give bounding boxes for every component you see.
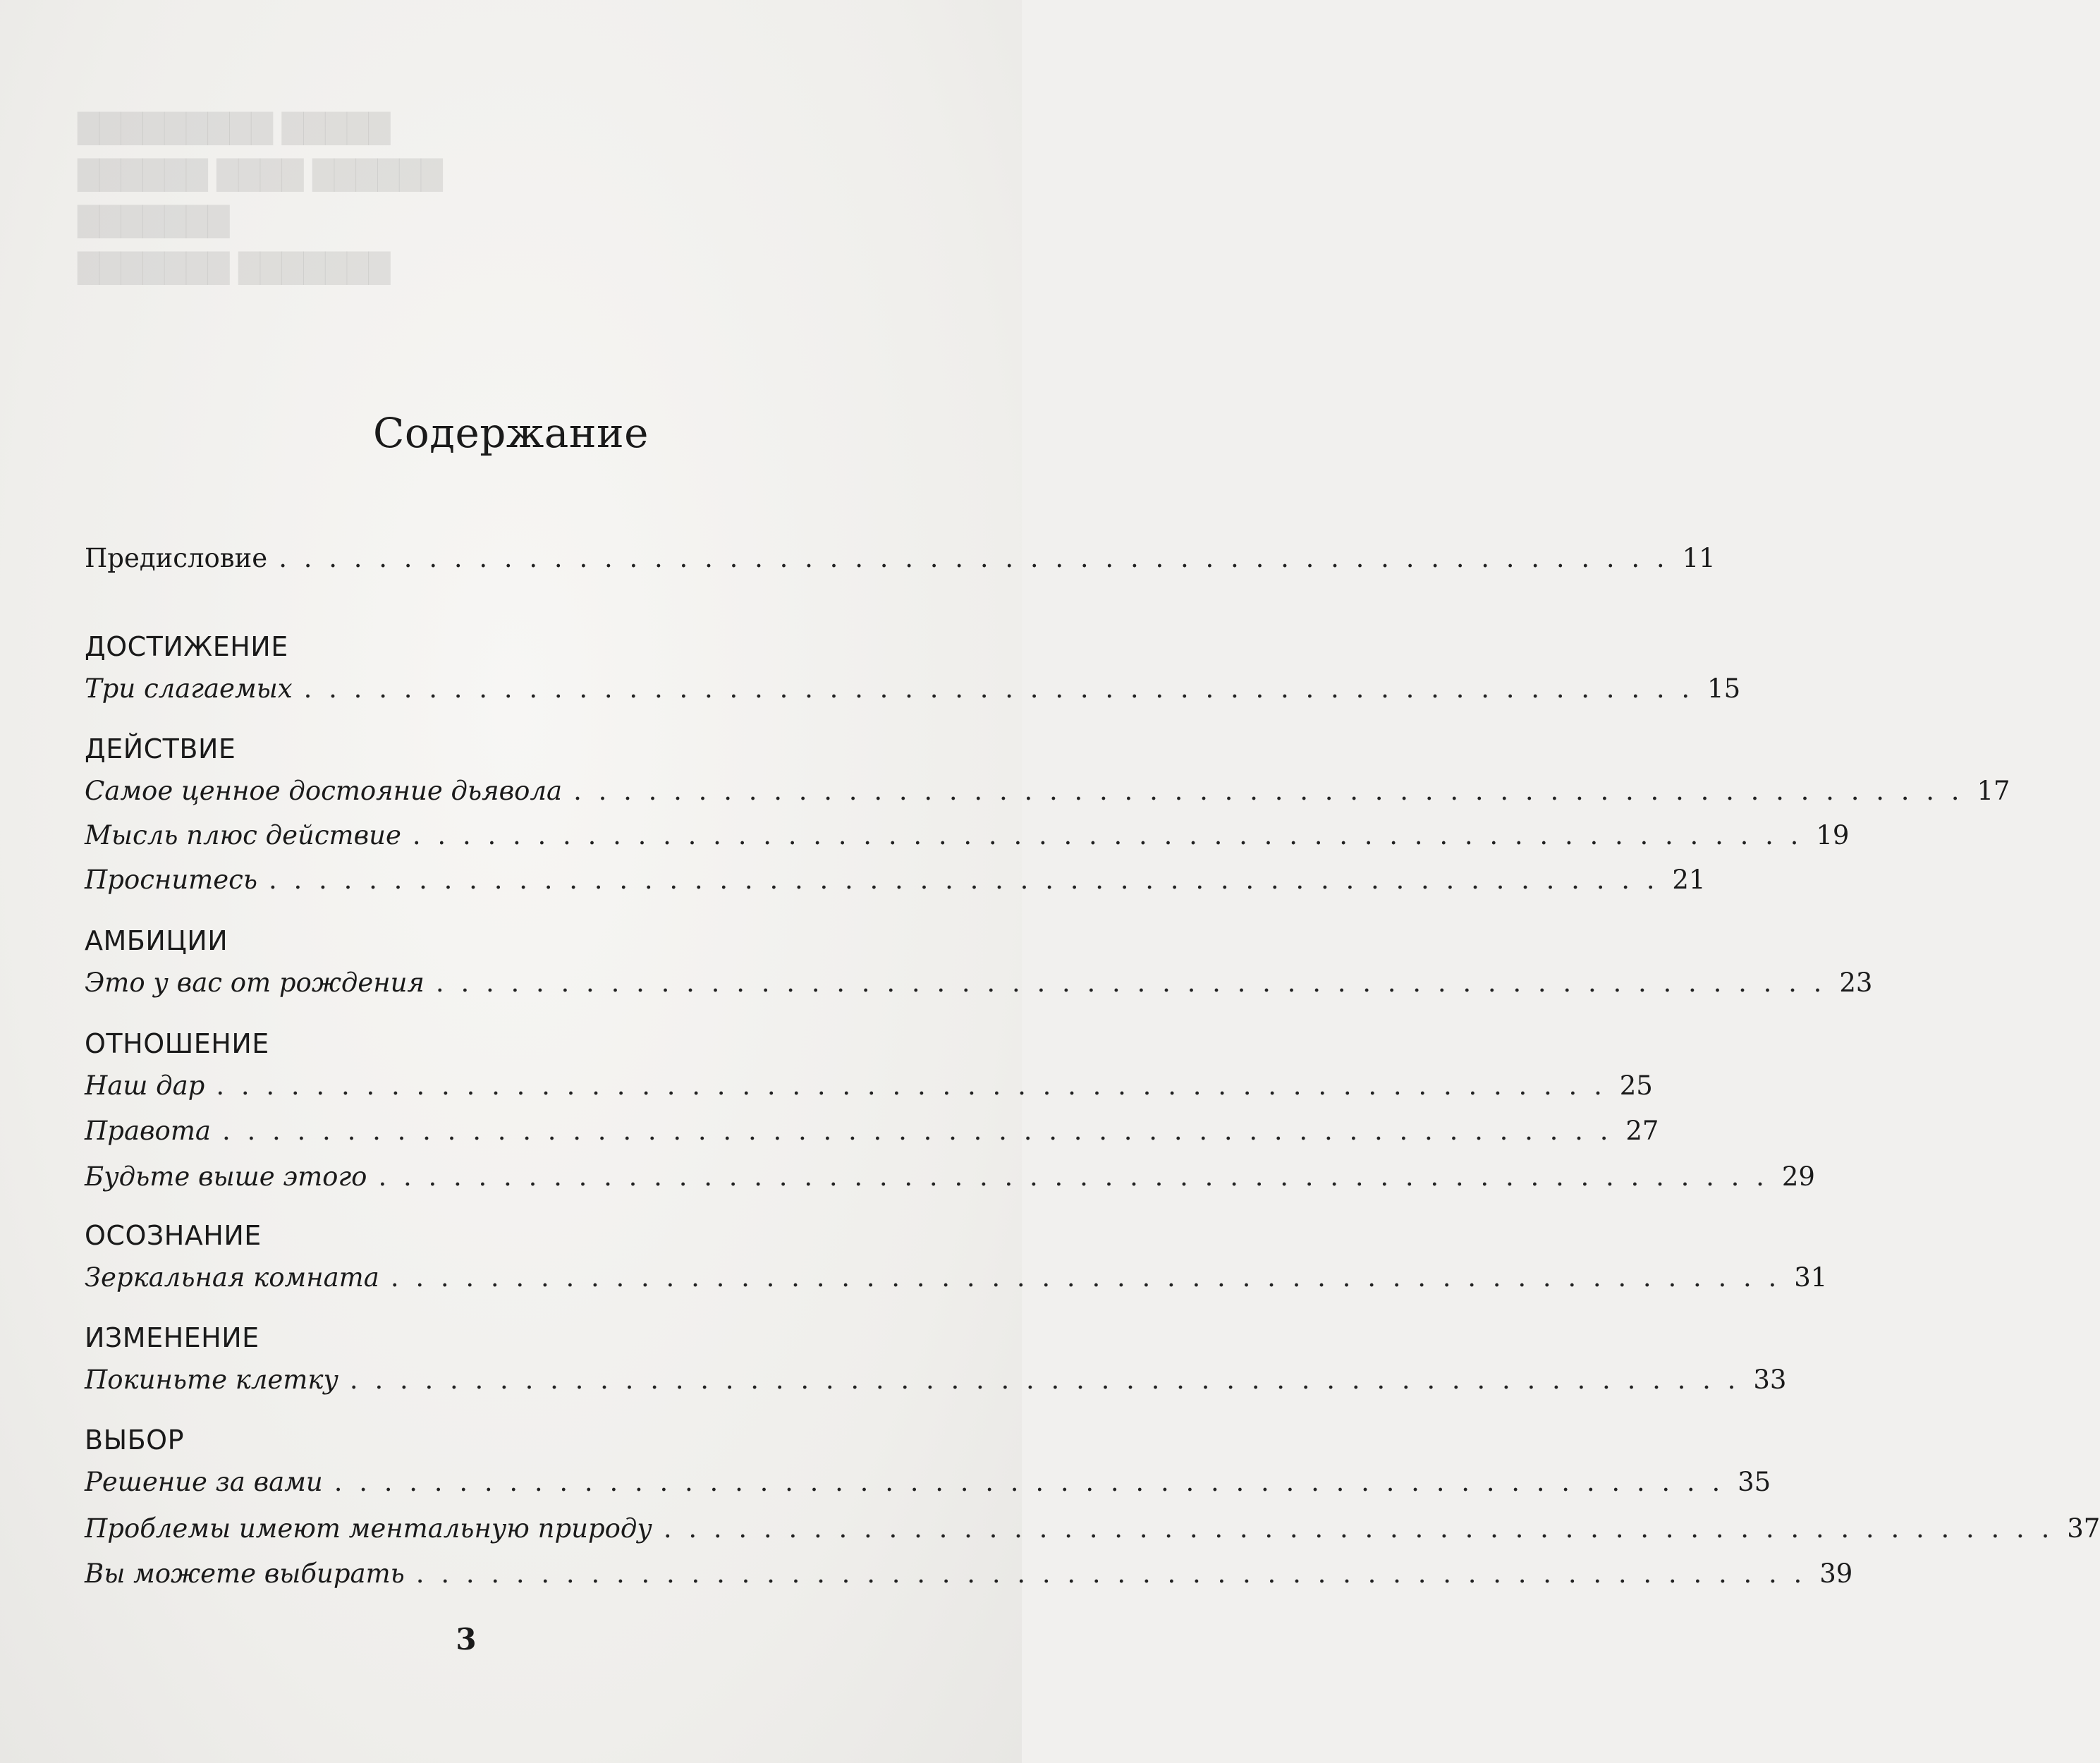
- leader-dots: . . . . . . . . . . . . . . . . . . . . . . . . . . . . . . . . . . . . . . . . . . . . . . . . . . . . . . . .: [378, 1161, 1769, 1192]
- toc-entry-page: 29: [1781, 1161, 1815, 1192]
- toc-entry-label: Правота: [85, 1116, 211, 1146]
- leader-dots: . . . . . . . . . . . . . . . . . . . . . . . . . . . . . . . . . . . . . . . . . . . . . . . . . . . . . . . .: [279, 543, 1669, 573]
- section-heading: АМБИЦИИ: [85, 925, 228, 956]
- toc-entry-label: Проснитесь: [85, 865, 257, 895]
- toc-entry-page: 11: [1682, 543, 1716, 573]
- toc-entry-page: 27: [1625, 1116, 1659, 1146]
- toc-entry-label: Предисловие: [85, 543, 268, 573]
- toc-entry-label: Покиньте клетку: [85, 1365, 338, 1395]
- toc-entry-page: 21: [1672, 865, 1706, 895]
- toc-entry-page: 31: [1794, 1262, 1828, 1293]
- leader-dots: . . . . . . . . . . . . . . . . . . . . . . . . . . . . . . . . . . . . . . . . . . . . . . . . . . . . . . . .: [303, 673, 1695, 704]
- toc-entry-label: Решение за вами: [85, 1467, 323, 1497]
- toc-entry[interactable]: [85, 1262, 1828, 1293]
- leader-dots: . . . . . . . . . . . . . . . . . . . . . . . . . . . . . . . . . . . . . . . . . . . . . . . . . . . . . . . .: [216, 1070, 1606, 1101]
- reverse-page-bleed-through: █████ █████████ ██████ ████ ██████ ███████ ███████ ███████: [78, 113, 443, 285]
- toc-entry-label: Зеркальная комната: [85, 1262, 379, 1293]
- toc-entry[interactable]: [85, 1161, 1815, 1192]
- toc-entry[interactable]: [85, 1365, 1787, 1395]
- toc-entry-label: Мысль плюс действие: [85, 820, 401, 850]
- toc-entry[interactable]: [85, 1513, 2100, 1544]
- toc-entry-page: 37: [2067, 1513, 2100, 1544]
- toc-entry[interactable]: [85, 820, 1850, 850]
- leader-dots: . . . . . . . . . . . . . . . . . . . . . . . . . . . . . . . . . . . . . . . . . . . . . . . . . . . . . . . .: [415, 1558, 1807, 1589]
- toc-entry[interactable]: [85, 1558, 1853, 1589]
- leader-dots: . . . . . . . . . . . . . . . . . . . . . . . . . . . . . . . . . . . . . . . . . . . . . . . . . . . . . . . .: [334, 1467, 1725, 1497]
- toc-entry[interactable]: [85, 776, 2010, 806]
- toc-entry-page: 19: [1816, 820, 1850, 850]
- leader-dots: . . . . . . . . . . . . . . . . . . . . . . . . . . . . . . . . . . . . . . . . . . . . . . . . . . . . . . . .: [349, 1365, 1740, 1395]
- toc-entry-label: Проблемы имеют ментальную природу: [85, 1513, 652, 1544]
- leader-dots: . . . . . . . . . . . . . . . . . . . . . . . . . . . . . . . . . . . . . . . . . . . . . . . . . . . . . . . .: [412, 820, 1803, 850]
- page-title: Содержание: [372, 409, 649, 457]
- leader-dots: . . . . . . . . . . . . . . . . . . . . . . . . . . . . . . . . . . . . . . . . . . . . . . . . . . . . . . . .: [573, 776, 1964, 806]
- toc-entry-label: Это у вас от рождения: [85, 968, 425, 998]
- toc-entry[interactable]: [85, 968, 1873, 998]
- toc-entry[interactable]: [85, 1116, 1659, 1146]
- toc-entry[interactable]: [85, 673, 1741, 704]
- section-heading: ДЕЙСТВИЕ: [85, 733, 236, 764]
- toc-entry-page: 15: [1707, 673, 1741, 704]
- section-heading: ОСОЗНАНИЕ: [85, 1220, 262, 1251]
- section-heading: ВЫБОР: [85, 1425, 184, 1456]
- page-number: 3: [456, 1622, 477, 1657]
- toc-entry-preface[interactable]: [85, 543, 1716, 573]
- toc-entry-page: 23: [1839, 968, 1873, 998]
- leader-dots: . . . . . . . . . . . . . . . . . . . . . . . . . . . . . . . . . . . . . . . . . . . . . . . . . . . . . . . .: [435, 968, 1826, 998]
- toc-entry-page: 39: [1819, 1558, 1853, 1589]
- section-heading: ОТНОШЕНИЕ: [85, 1028, 269, 1059]
- toc-entry-label: Будьте выше этого: [85, 1161, 367, 1192]
- toc-entry-page: 35: [1738, 1467, 1771, 1497]
- toc-entry[interactable]: [85, 1467, 1771, 1497]
- leader-dots: . . . . . . . . . . . . . . . . . . . . . . . . . . . . . . . . . . . . . . . . . . . . . . . . . . . . . . . .: [390, 1262, 1781, 1293]
- toc-entry-page: 33: [1753, 1365, 1787, 1395]
- toc-entry[interactable]: [85, 1070, 1653, 1101]
- section-heading: ИЗМЕНЕНИЕ: [85, 1322, 260, 1353]
- toc-entry[interactable]: [85, 865, 1706, 895]
- leader-dots: . . . . . . . . . . . . . . . . . . . . . . . . . . . . . . . . . . . . . . . . . . . . . . . . . . . . . . . .: [269, 865, 1659, 895]
- toc-entry-page: 25: [1619, 1070, 1653, 1101]
- toc-entry-page: 17: [1977, 776, 2010, 806]
- section-heading: ДОСТИЖЕНИЕ: [85, 631, 288, 662]
- toc-entry-label: Самое ценное достояние дьявола: [85, 776, 563, 806]
- leader-dots: . . . . . . . . . . . . . . . . . . . . . . . . . . . . . . . . . . . . . . . . . . . . . . . . . . . . . . . .: [663, 1513, 2054, 1544]
- toc-entry-label: Наш дар: [85, 1070, 205, 1101]
- leader-dots: . . . . . . . . . . . . . . . . . . . . . . . . . . . . . . . . . . . . . . . . . . . . . . . . . . . . . . . .: [221, 1116, 1613, 1146]
- toc-entry-label: Три слагаемых: [85, 673, 293, 704]
- toc-entry-label: Вы можете выбирать: [85, 1558, 405, 1589]
